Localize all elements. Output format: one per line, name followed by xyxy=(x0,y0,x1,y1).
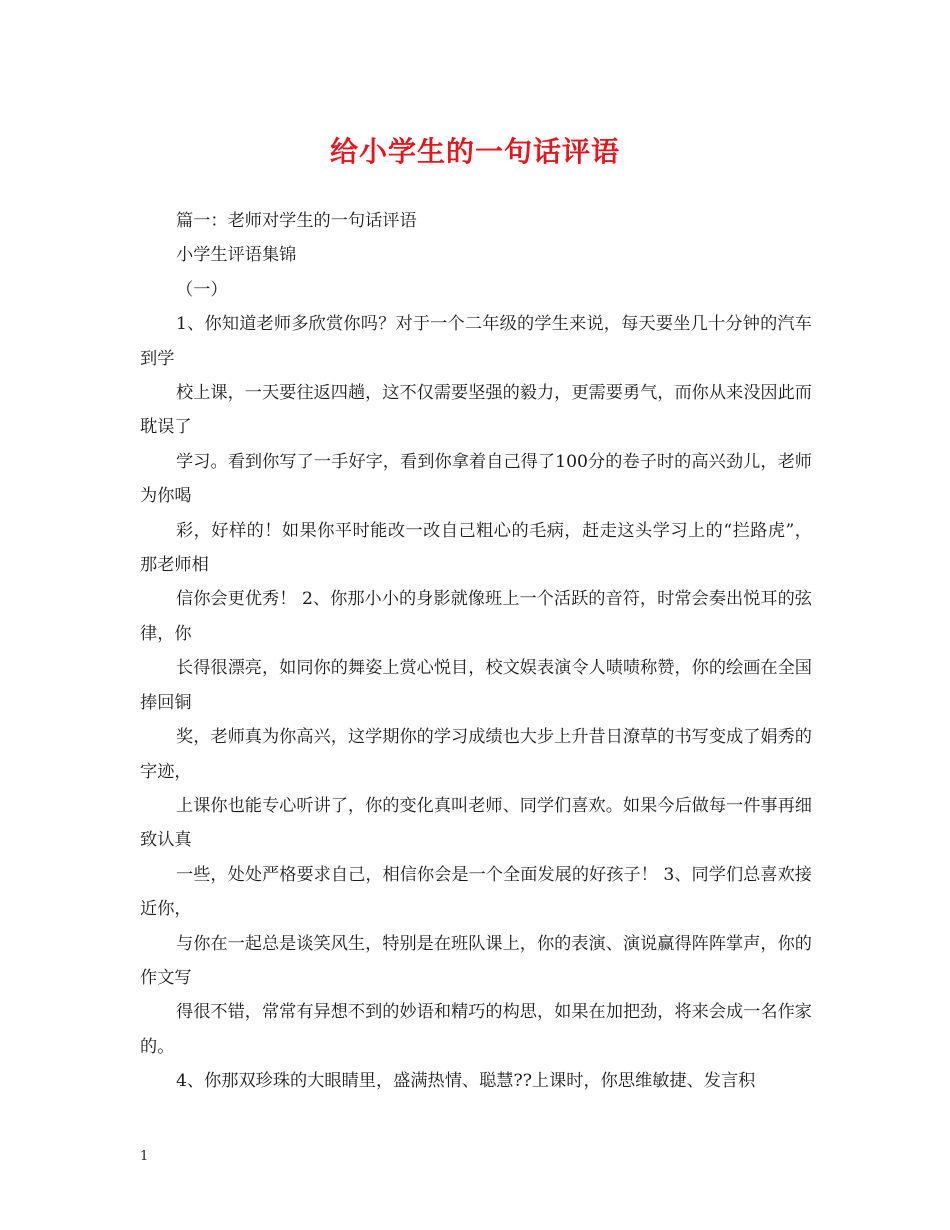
paragraph: 与你在一起总是谈笑风生，特别是在班队课上，你的表演、演说赢得阵阵掌声，你的作文写 xyxy=(140,933,812,988)
paragraph: 长得很漂亮，如同你的舞姿上赏心悦目，校文娱表演令人啧啧称赞，你的绘画在全国捧回铜 xyxy=(140,658,812,713)
document-body xyxy=(140,204,812,1099)
paragraph: 4、你那双珍珠的大眼睛里，盛满热情、聪慧??上课时，你思维敏捷、发言积 xyxy=(176,1071,756,1092)
page-number: 1 xyxy=(140,1149,149,1164)
paragraph: 1、你知道老师多欣赏你吗？对于一个二年级的学生来说，每天要坐几十分钟的汽车到学 xyxy=(140,314,812,369)
paragraph: 奖，老师真为你高兴，这学期你的学习成绩也大步上升昔日潦草的书写变成了娟秀的字迹， xyxy=(140,727,812,782)
paragraph: 学习。看到你写了一手好字，看到你拿着自己得了100分的卷子时的高兴劲儿，老师为你喝 xyxy=(140,451,812,507)
paragraph: 校上课，一天要往返四趟，这不仅需要坚强的毅力，更需要勇气，而你从来没因此而耽误了 xyxy=(140,383,812,438)
paragraph: 信你会更优秀！ 2、你那小小的身影就像班上一个活跃的音符，时常会奏出悦耳的弦律，你 xyxy=(140,589,812,644)
document-title: 给小学生的一句话评语 xyxy=(329,135,620,168)
paragraph: 篇一：老师对学生的一句话评语 xyxy=(176,211,417,231)
paragraph: 彩，好样的！如果你平时能改一改自己粗心的毛病，赶走这头学习上的“拦路虎”，那老师相 xyxy=(140,520,812,576)
paragraph: 小学生评语集锦 xyxy=(176,245,297,266)
paragraph: （一） xyxy=(176,279,228,300)
paragraph: 上课你也能专心听讲了，你的变化真叫老师、同学们喜欢。如果今后做每一件事再细致认真 xyxy=(140,795,812,851)
paragraph: 一些，处处严格要求自己，相信你会是一个全面发展的好孩子！ 3、同学们总喜欢接近你， xyxy=(140,864,812,920)
paragraph: 得很不错，常常有异想不到的妙语和精巧的构思，如果在加把劲，将来会成一名作家的。 xyxy=(140,1002,812,1057)
